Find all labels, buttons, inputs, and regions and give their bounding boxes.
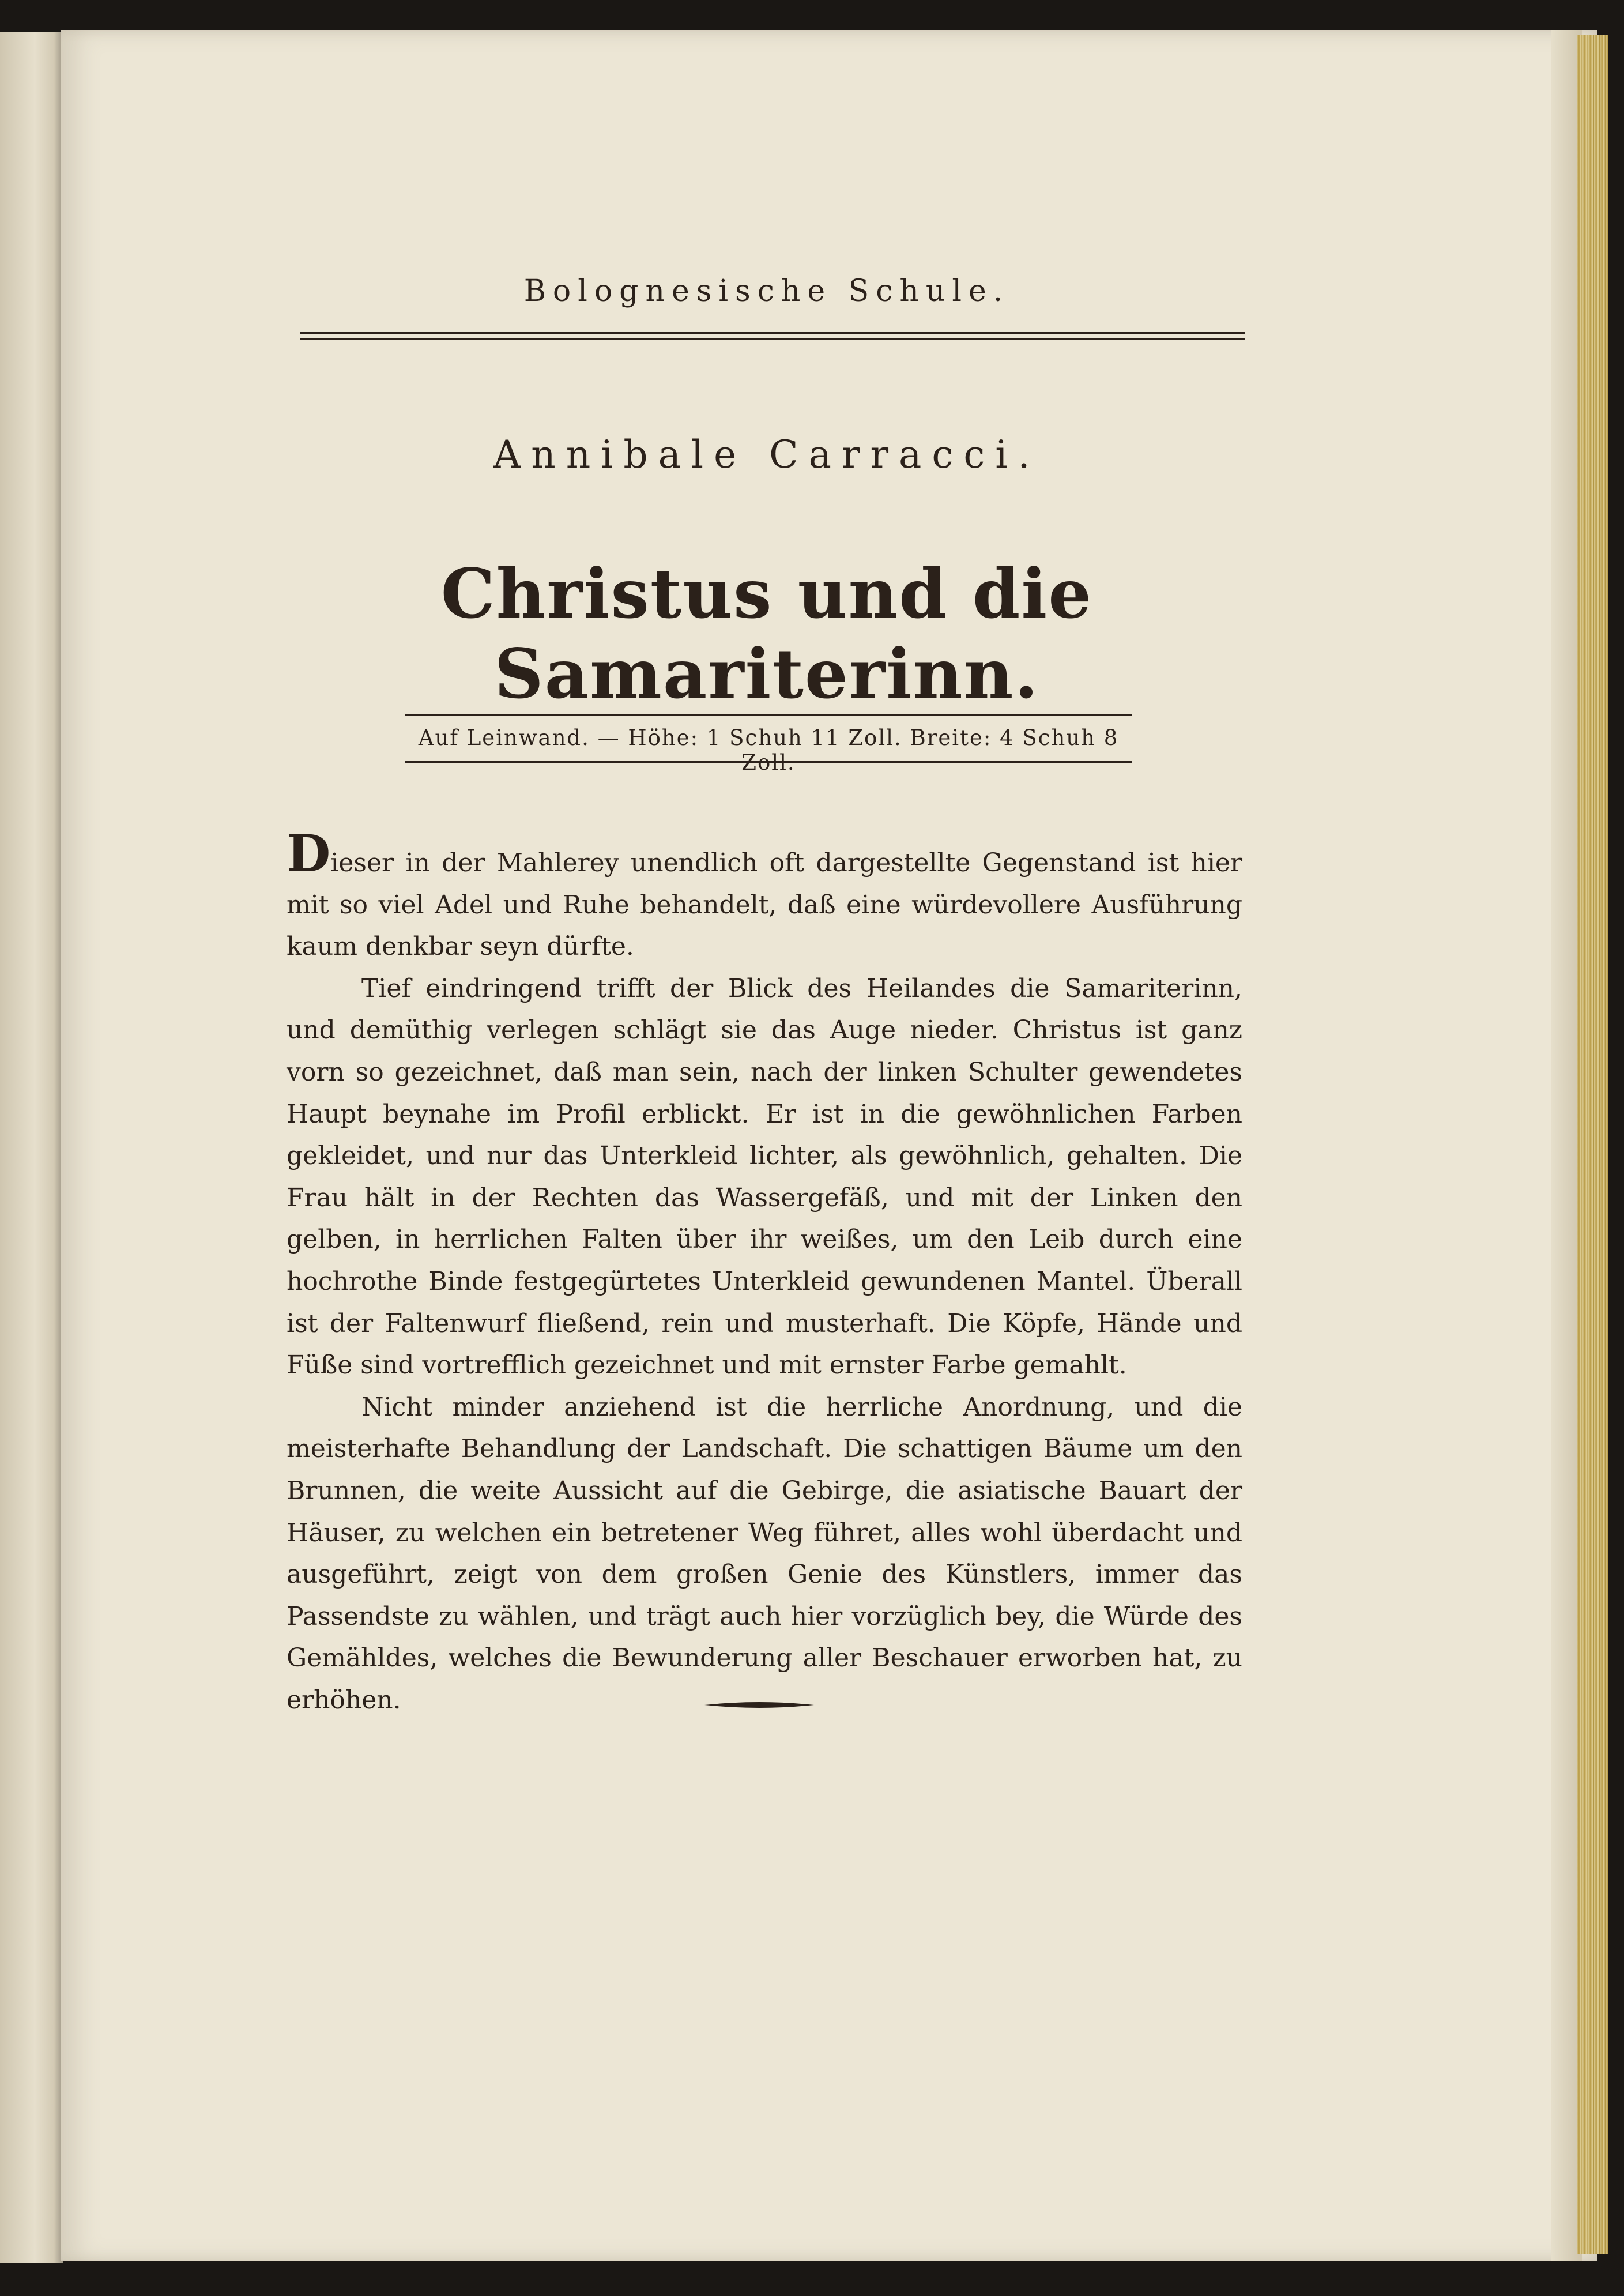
paragraph-text: ieser in der Mahlerey unendlich oft dargestellte Gegenstand ist hier mit so viel Adel und Ruhe behandelt, daß eine würdevollere Ausführung kaum denkbar seyn dürfte. [287, 848, 1242, 962]
spec-rule-top [405, 714, 1132, 716]
running-head-rule [300, 332, 1245, 340]
body-text [287, 823, 1242, 1721]
paragraph-2: Tief eindringend trifft der Blick des Heilandes die Samariterinn, und demüthig verlegen schlägt sie das Auge nieder. Christus ist ganz vorn so gezeichnet, daß man sein, nach der linken Schulter gewendetes Haupt beynahe im Profil erblickt. Er ist in die gewöhnlichen Farben gekleidet, und nur das Unterkleid lichter, als gewöhnlich, gehalten. Die Frau hält in der Rechten das Wassergefäß, und mit der Linken den gelben, in herrlichen Falten über ihr weißes, um den Leib durch eine hochrothe Binde festgegürtetes Unterkleid gewundenen Mantel. Überall ist der Faltenwurf fließend, rein und musterhaft. Die Köpfe, Hände und Füße sind vortrefflich gezeichnet und mit ernster Farbe gemahlt. [287, 973, 1242, 1380]
previous-page-edge [0, 32, 63, 2263]
drop-cap-initial: D [287, 823, 331, 883]
artist-name: Annibale Carracci. [493, 432, 1041, 477]
page-title: Christus und die Samariterinn. [440, 554, 1093, 714]
paragraph-1 [287, 823, 1242, 968]
paragraph-3: Nicht minder anziehend ist die herrliche Anordnung, und die meisterhafte Behandlung der Landschaft. Die schattigen Bäume um den Brunnen, die weite Aussicht auf die Gebirge, die asiatische Bauart der Häuser, zu welchen ein betretener Weg führet, alles wohl überdacht und ausgeführt, zeigt von dem großen Genie des Künstlers, immer das Passendste zu wählen, und trägt auch hier vorzüglich bey, die Würde des Gemähldes, welches die Bewunderung aller Beschauer erworben hat, zu erhöhen. [287, 1392, 1242, 1715]
spec-rule-bottom [405, 761, 1132, 763]
painting-specification: Auf Leinwand. — Höhe: 1 Schuh 11 Zoll. Breite: 4 Schuh 8 Zoll. [418, 725, 1119, 775]
gilded-page-edges [1577, 35, 1608, 2254]
end-ornament [704, 1699, 814, 1711]
running-head: Bolognesische Schule. [523, 274, 1010, 308]
